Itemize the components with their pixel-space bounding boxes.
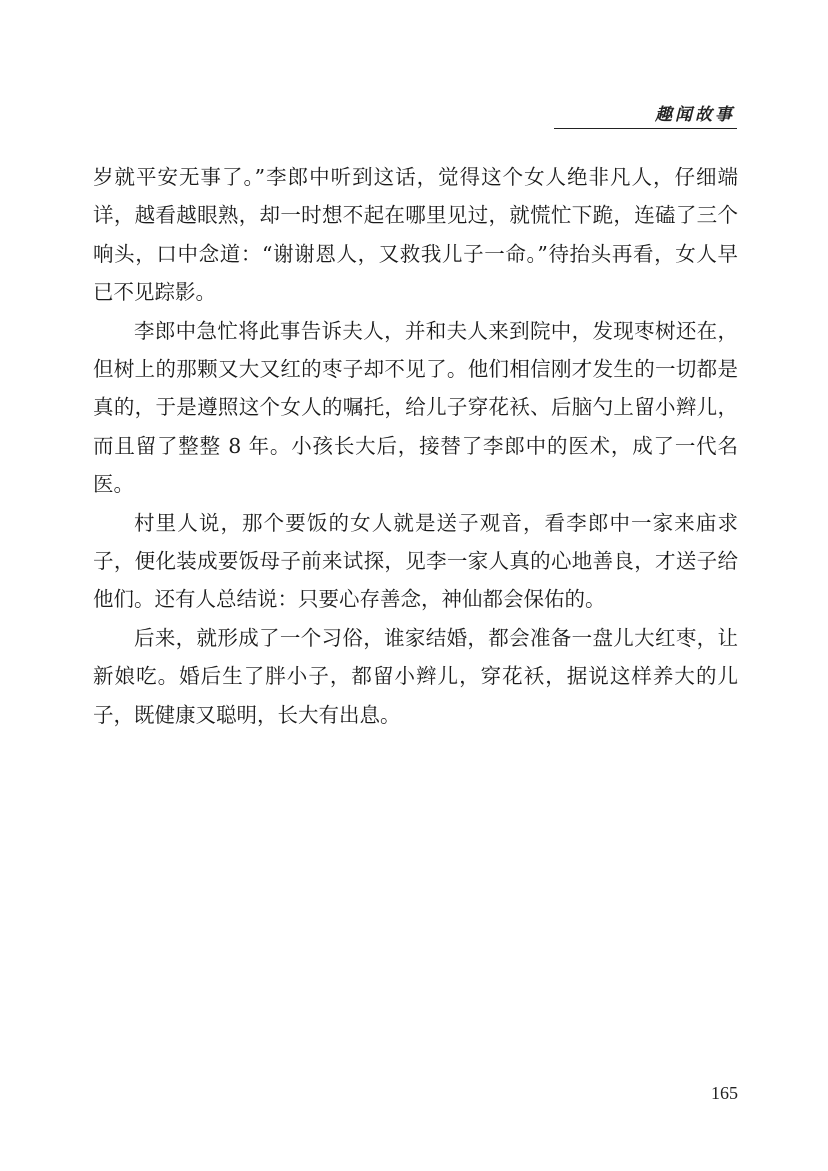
paragraph-3: 村里人说，那个要饭的女人就是送子观音，看李郎中一家来庙求子，便化装成要饭母子前来试探，见李一家人真的心地善良，才送子给他们。还有人总结说：只要心存善念，神仙都会保佑的。: [93, 510, 738, 612]
paragraph-4: 后来，就形成了一个习俗，谁家结婚，都会准备一盘儿大红枣，让新娘吃。婚后生了胖小子，都留小辫儿，穿花袄，据说这样养大的儿子，既健康又聪明，长大有出息。: [93, 625, 738, 727]
body-text: [93, 158, 738, 734]
page-number: 165: [711, 1083, 738, 1103]
running-header-title: 趣闻故事: [655, 105, 735, 125]
paragraph-1: 岁就平安无事了。”李郎中听到这话，觉得这个女人绝非凡人，仔细端详，越看越眼熟，却一时想不起在哪里见过，就慌忙下跪，连磕了三个响头，口中念道：“谢谢恩人，又救我儿子一命。”待抬头再看，女人早已不见踪影。: [93, 165, 738, 305]
running-header: [554, 100, 737, 129]
paragraph-2: 李郎中急忙将此事告诉夫人，并和夫人来到院中，发现枣树还在，但树上的那颗又大又红的枣子却不见了。他们相信刚才发生的一切都是真的，于是遵照这个女人的嘱托，给儿子穿花袄、后脑勺上留小辫儿，而且留了整整 8 年。小孩长大后，接替了李郎中的医术，成了一代名医。: [93, 318, 738, 497]
